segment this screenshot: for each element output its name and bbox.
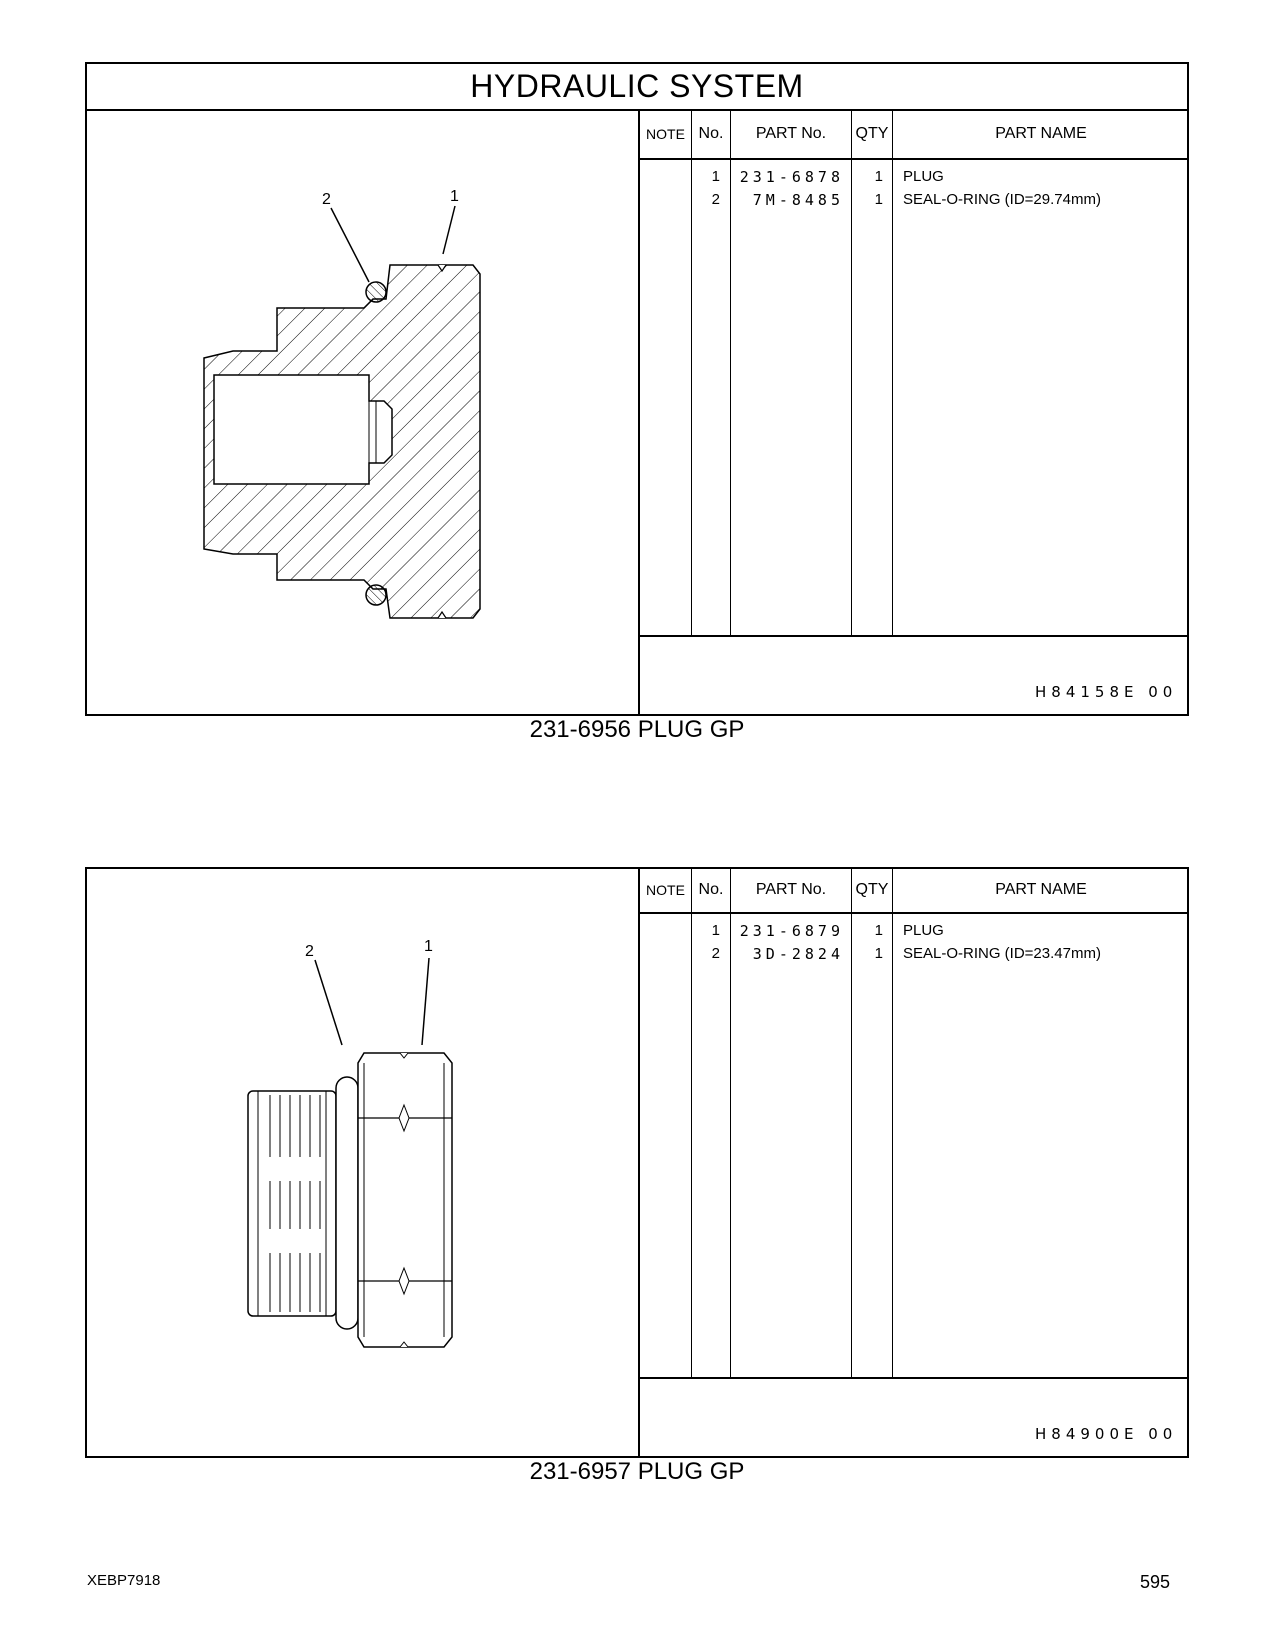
table-row-qty: 1: [874, 945, 883, 962]
table-row-qty: 1: [874, 922, 883, 939]
drawing-code: H84900E 00: [1035, 1425, 1178, 1443]
table-row-part-no: 231-6879: [739, 922, 844, 940]
header-qty: QTY: [855, 125, 889, 142]
table-row-no: 1: [711, 922, 720, 939]
table-row-no: 1: [711, 168, 720, 185]
table-row-part-no: 7M-8485: [752, 191, 844, 209]
table-row-name: PLUG: [903, 168, 944, 185]
table-row-qty: 1: [874, 191, 883, 208]
plug-side-view-illustration: [86, 869, 638, 1457]
group-caption: 231-6956 PLUG GP: [529, 716, 745, 743]
table-row-qty: 1: [874, 168, 883, 185]
header-no: No.: [698, 881, 724, 898]
callout-label: 2: [322, 191, 331, 208]
table-row-name: SEAL-O-RING (ID=23.47mm): [903, 945, 1101, 962]
table-row-no: 2: [711, 945, 720, 962]
plug-cross-section-illustration: [86, 111, 638, 715]
doc-id: XEBP7918: [87, 1572, 161, 1589]
drawing-code: H84158E 00: [1035, 683, 1178, 701]
header-part-name: PART NAME: [995, 881, 1087, 898]
header-no: No.: [698, 125, 724, 142]
header-note: NOTE: [646, 126, 685, 142]
table-row-no: 2: [711, 191, 720, 208]
callout-label: 1: [450, 188, 459, 205]
table-row-part-no: 3D-2824: [752, 945, 844, 963]
table-row-name: SEAL-O-RING (ID=29.74mm): [903, 191, 1101, 208]
group-caption: 231-6957 PLUG GP: [529, 1458, 745, 1485]
header-note: NOTE: [646, 882, 685, 898]
table-row-name: PLUG: [903, 922, 944, 939]
header-part-no: PART No.: [755, 881, 827, 898]
page-number: 595: [1140, 1572, 1171, 1592]
group-2-split: [638, 867, 640, 1458]
header-part-name: PART NAME: [995, 125, 1087, 142]
header-qty: QTY: [855, 881, 889, 898]
table-row-part-no: 231-6878: [739, 168, 844, 186]
group-1-split: [638, 111, 640, 716]
callout-label: 1: [424, 938, 433, 955]
header-part-no: PART No.: [755, 125, 827, 142]
page-title: HYDRAULIC SYSTEM: [470, 68, 804, 104]
callout-label: 2: [305, 943, 314, 960]
